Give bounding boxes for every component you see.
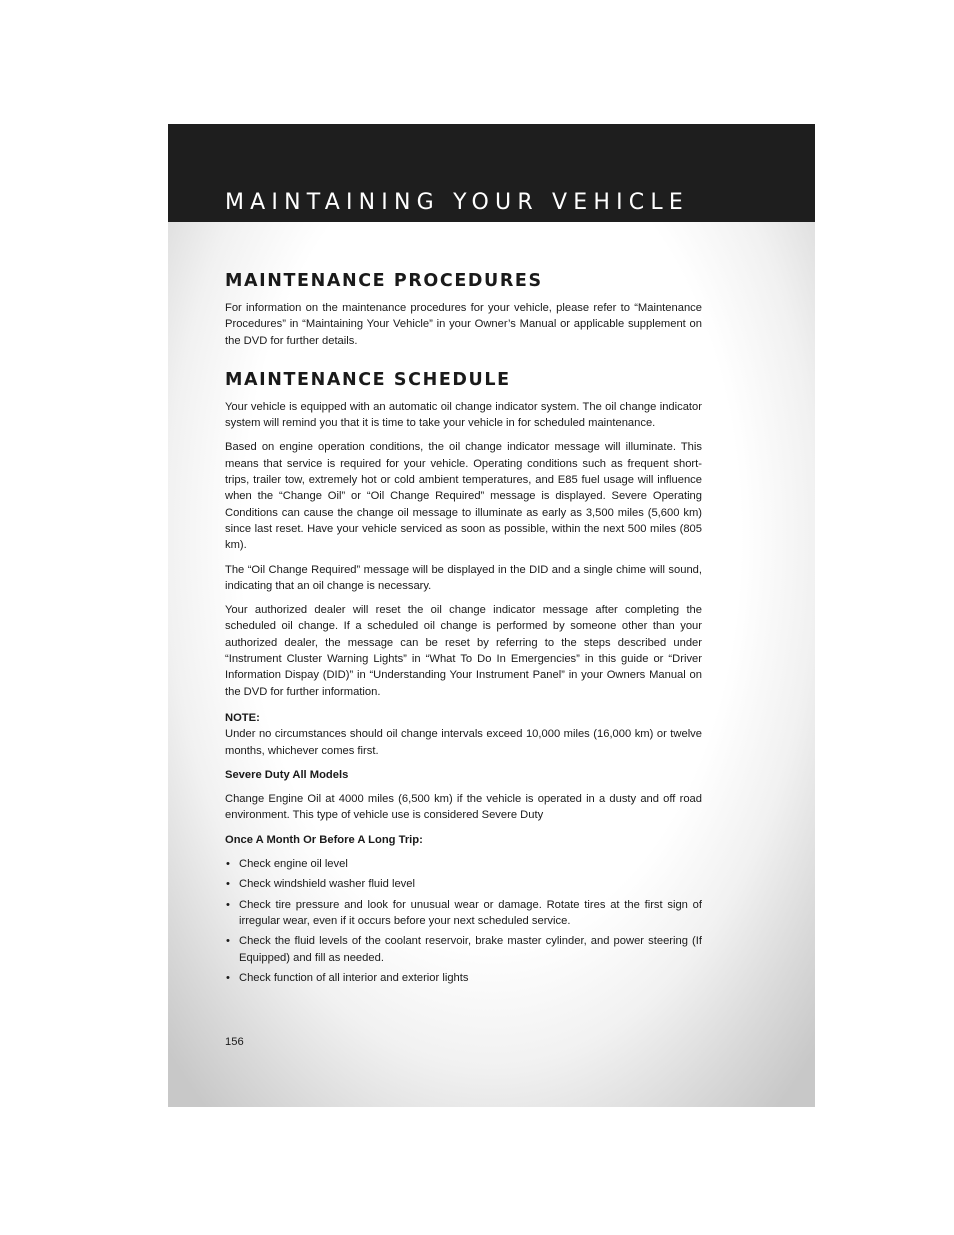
schedule-paragraph-2: Based on engine operation conditions, the oil change indicator message will illuminate. This means that service is required for your vehicle. Operating conditions such as frequent short-trips, trailer tow, extremely hot or cold ambient temperatures, and E85 fuel usage will influence when the “Change Oil” or “Oil Change Required” message is displayed. Severe Operating Conditions can cause the change oil message to illuminate as early as 3,500 miles (5,600 km) since last reset. Have your vehicle serviced as soon as possible, within the next 500 miles (805 km). <box>225 441 702 552</box>
manual-page <box>168 124 815 1107</box>
procedures-heading: MAINTENANCE PROCEDURES <box>225 271 543 291</box>
bullet-icon: • <box>226 971 230 984</box>
list-item <box>225 876 702 892</box>
list-item-text: Check windshield washer fluid level <box>239 878 415 891</box>
schedule-paragraph-1: Your vehicle is equipped with an automatic oil change indicator system. The oil change indicator system will remind you that it is time to take your vehicle in for scheduled maintenance. <box>225 400 702 430</box>
bullet-icon: • <box>226 935 230 948</box>
list-item-text: Check function of all interior and exterior lights <box>239 971 469 984</box>
list-item <box>225 856 702 872</box>
page-number: 156 <box>225 1036 244 1048</box>
list-item <box>225 897 702 930</box>
page-content <box>225 270 702 990</box>
bullet-icon: • <box>226 898 230 911</box>
monthly-check-heading: Once A Month Or Before A Long Trip: <box>225 833 423 846</box>
chapter-banner <box>168 124 815 222</box>
list-item-text: Check tire pressure and look for unusual wear or damage. Rotate tires at the first sign of irregular wear, even if it occurs before your next scheduled service. <box>239 898 702 927</box>
chapter-title: MAINTAINING YOUR VEHICLE <box>225 190 689 215</box>
note-label: NOTE: <box>225 711 260 724</box>
list-item <box>225 970 702 986</box>
schedule-paragraph-3: The “Oil Change Required” message will be displayed in the DID and a single chime will sound, indicating that an oil change is necessary. <box>225 563 702 592</box>
procedures-paragraph: For information on the maintenance procedures for your vehicle, please refer to “Maintenance Procedures” in “Maintaining Your Vehicle” in your Owner’s Manual or applicable supplement on the DVD for further details. <box>225 302 702 347</box>
bullet-icon: • <box>226 878 230 891</box>
schedule-heading: MAINTENANCE SCHEDULE <box>225 369 511 390</box>
bullet-icon: • <box>226 858 230 871</box>
severe-duty-heading: Severe Duty All Models <box>225 768 349 781</box>
list-item-text: Check engine oil level <box>239 858 348 871</box>
monthly-checklist <box>225 856 702 986</box>
schedule-paragraph-4: Your authorized dealer will reset the oil change indicator message after completing the scheduled oil change. If a scheduled oil change is performed by someone other than your authorized dealer, the message can be reset by referring to the steps described under “Instrument Cluster Warning Lights” in “What To Do In Emergencies” in this guide or “Driver Information Dispay (DID)” in “Understanding Your Instrument Panel” in your Owners Manual on the DVD for further information. <box>225 604 702 698</box>
list-item <box>225 933 702 966</box>
note-text: Under no circumstances should oil change intervals exceed 10,000 miles (16,000 km) or twelve months, whichever comes first. <box>225 728 702 757</box>
list-item-text: Check the fluid levels of the coolant reservoir, brake master cylinder, and power steering (If Equipped) and fill as needed. <box>239 935 702 964</box>
severe-duty-text: Change Engine Oil at 4000 miles (6,500 km) if the vehicle is operated in a dusty and off road environment. This type of vehicle use is considered Severe Duty <box>225 793 702 822</box>
